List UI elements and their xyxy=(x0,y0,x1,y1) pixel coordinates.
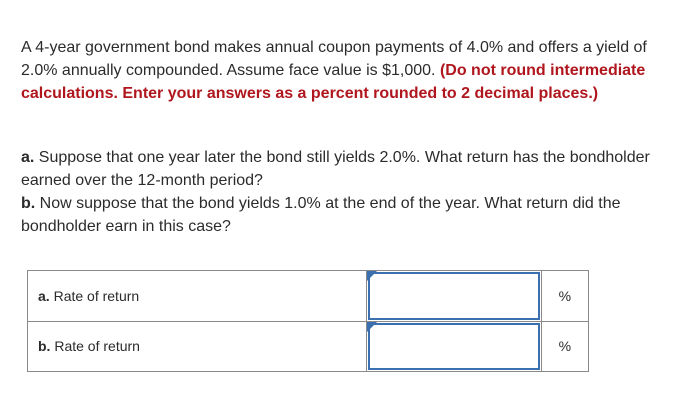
answer-label-b xyxy=(28,321,367,372)
part-b xyxy=(21,192,681,238)
answer-input-box-b[interactable] xyxy=(368,323,539,371)
answer-label-text-a: Rate of return xyxy=(53,287,140,304)
answer-input-cell-b xyxy=(367,321,541,372)
answer-row-a xyxy=(28,271,589,322)
part-a xyxy=(21,146,681,192)
percent-unit-a: % xyxy=(541,271,588,322)
question-intro: A 4-year government bond makes annual coupon payments of 4.0% and offers a yield of 2.0% annually compounded. Assume face value is $1,000. xyxy=(21,39,647,79)
question-parts xyxy=(21,146,681,238)
answer-marker-b: b. xyxy=(38,338,51,355)
rate-of-return-a-input[interactable] xyxy=(370,274,537,318)
corner-flag-icon xyxy=(367,322,377,332)
part-b-marker: b. xyxy=(21,195,36,212)
percent-unit-b: % xyxy=(541,321,588,372)
question-instruction: (Do not round intermediate calculations. Enter your answers as a percent rounded to 2 decimal places.) xyxy=(21,62,646,102)
part-b-text: Now suppose that the bond yields 1.0% at the end of the year. What return did the bondholder earn in this case? xyxy=(21,195,621,235)
answer-input-cell-a xyxy=(367,271,541,322)
part-a-text: Suppose that one year later the bond still yields 2.0%. What return has the bondholder earned over the 12-month period? xyxy=(21,149,650,189)
part-a-marker: a. xyxy=(21,149,35,166)
question-text xyxy=(21,36,681,105)
answer-input-box-a[interactable] xyxy=(368,272,539,320)
answer-label-a xyxy=(28,271,367,322)
answer-table xyxy=(27,270,589,372)
answer-marker-a: a. xyxy=(38,287,50,304)
rate-of-return-b-input[interactable] xyxy=(370,325,537,369)
answer-row-b xyxy=(28,321,589,372)
question-paragraph xyxy=(21,36,681,105)
answer-label-text-b: Rate of return xyxy=(54,338,140,355)
corner-flag-icon xyxy=(367,271,377,281)
